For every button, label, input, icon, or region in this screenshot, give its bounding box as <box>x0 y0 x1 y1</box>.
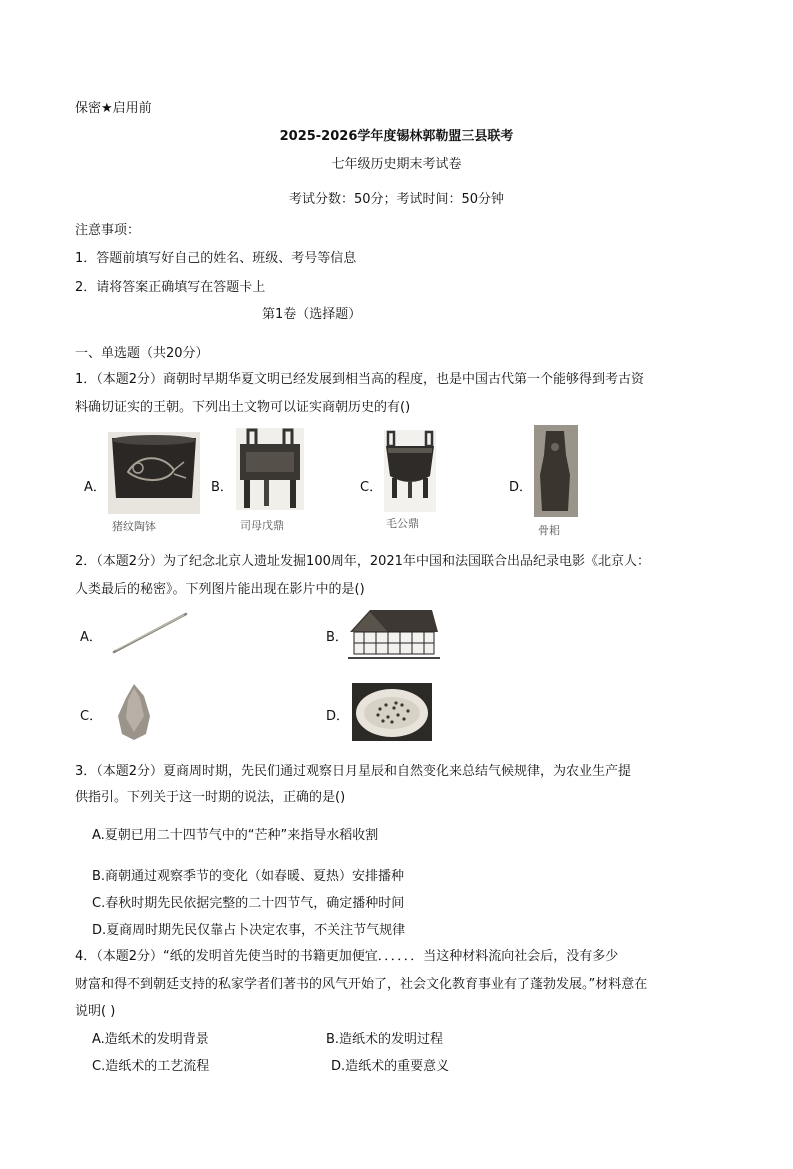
question-1-text: 料确切证实的王朝。下列出土文物可以证实商朝历史的有() <box>75 400 411 415</box>
q3-option-a[interactable]: A.夏朝已用二十四节气中的“芒种”来指导水稻收割 <box>92 828 379 843</box>
square-ding-image <box>236 428 304 510</box>
note-item: 2．请将答案正确填写在答题卡上 <box>75 280 266 295</box>
q1-caption-b: 司母戊鼎 <box>240 519 284 532</box>
secret-mark: 保密★启用前 <box>75 101 152 116</box>
q3-option-d[interactable]: D.夏商周时期先民仅靠占卜决定农事，不关注节气规律 <box>92 923 406 938</box>
note-item: 1．答题前填写好自己的姓名、班级、考号等信息 <box>75 251 357 266</box>
q2-option-a-label[interactable]: A． <box>80 630 102 645</box>
q4-option-c[interactable]: C.造纸术的工艺流程 <box>92 1059 210 1074</box>
question-1-text: 1．（本题2分）商朝时早期华夏文明已经发展到相当高的程度，也是中国古代第一个能够得到考古资 <box>75 372 645 387</box>
question-3-text: 3．（本题2分）夏商周时期，先民们通过观察日月星辰和自然变化来总结气候规律，为农业生产提 <box>75 764 632 779</box>
round-ding-image <box>384 430 436 512</box>
timber-house-image <box>348 606 440 664</box>
question-4-text: 说明( ) <box>75 1004 116 1019</box>
pottery-bowl-image <box>108 432 200 514</box>
question-2-text: 2．（本题2分）为了纪念北京人遗址发掘100周年，2021年中国和法国联合出品纪录电影《北京人： <box>75 554 650 569</box>
q1-caption-d: 骨耜 <box>538 524 560 537</box>
q4-option-a[interactable]: A.造纸术的发明背景 <box>92 1032 209 1047</box>
q1-caption-c: 毛公鼎 <box>386 517 419 530</box>
q3-option-c[interactable]: C.春秋时期先民依据完整的二十四节气，确定播种时间 <box>92 896 405 911</box>
section-title: 一、单选题（共20分） <box>75 346 209 361</box>
q1-option-b-label[interactable]: B． <box>211 480 233 495</box>
bone-spade-image <box>534 425 578 517</box>
grain-plate-image <box>352 683 432 741</box>
q4-option-b[interactable]: B.造纸术的发明过程 <box>326 1032 444 1047</box>
question-2-text: 人类最后的秘密》。下列图片能出现在影片中的是() <box>75 582 365 597</box>
q2-option-c-label[interactable]: C． <box>80 709 103 724</box>
notes-heading: 注意事项： <box>75 223 141 238</box>
bone-needle-image <box>110 610 190 656</box>
exam-info: 考试分数：50分；考试时间：50分钟 <box>288 192 505 207</box>
q4-option-d[interactable]: D.造纸术的重要意义 <box>331 1059 450 1074</box>
q2-option-b-label[interactable]: B． <box>326 630 348 645</box>
exam-subtitle: 七年级历史期末考试卷 <box>331 157 462 172</box>
q1-option-c-label[interactable]: C． <box>360 480 383 495</box>
q3-option-b[interactable]: B.商朝通过观察季节的变化（如春暖、夏热）安排播种 <box>92 869 405 884</box>
q2-option-d-label[interactable]: D． <box>326 709 350 724</box>
question-4-text: 4．（本题2分）“纸的发明首先使当时的书籍更加便宜．．．．．．当这种材料流向社会后，没有多少 <box>75 949 619 964</box>
question-3-text: 供指引。下列关于这一时期的说法，正确的是() <box>75 790 346 805</box>
q1-option-d-label[interactable]: D． <box>509 480 533 495</box>
stone-tool-image <box>116 682 152 742</box>
volume-title: 第1卷（选择题） <box>262 307 362 322</box>
q1-option-a-label[interactable]: A． <box>84 480 106 495</box>
exam-title: 2025-2026学年度锡林郭勒盟三县联考 <box>279 129 514 144</box>
question-4-text: 财富和得不到朝廷支持的私家学者们著书的风气开始了，社会文化教育事业有了蓬勃发展。”材料意在 <box>75 977 648 992</box>
q1-caption-a: 猪纹陶钵 <box>112 520 156 533</box>
